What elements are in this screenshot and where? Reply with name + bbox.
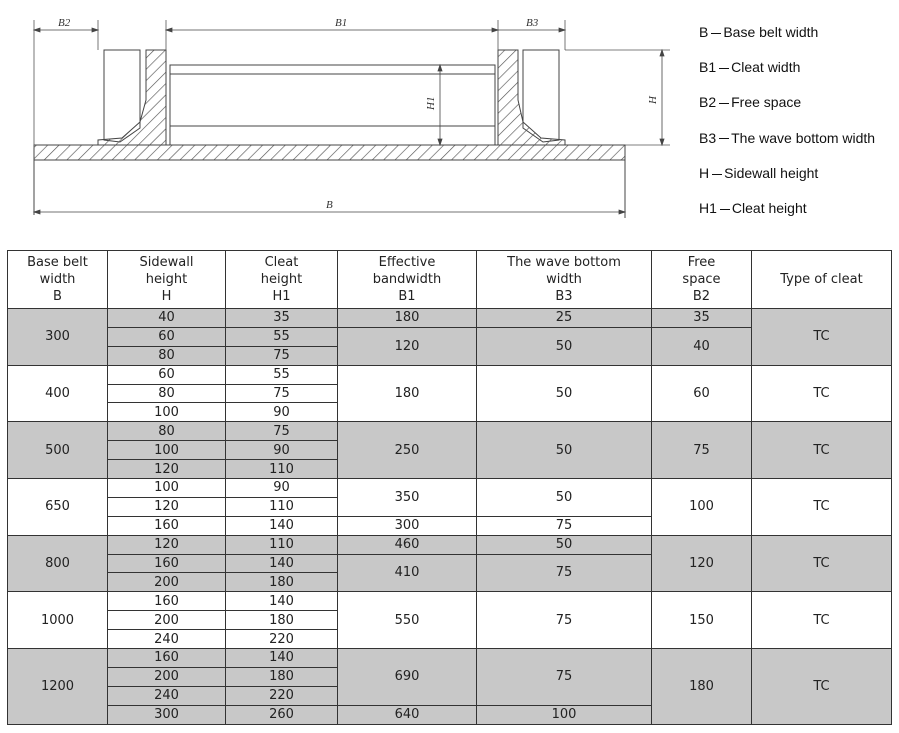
cleat-height-cell: 220 <box>226 630 338 649</box>
free-space-cell: 150 <box>652 592 752 649</box>
legend-symbol: B1 <box>699 59 717 76</box>
legend-text: Free space <box>731 94 802 111</box>
arrow <box>660 139 664 145</box>
legend-text: Sidewall height <box>724 164 819 181</box>
sidewall-height-cell: 80 <box>108 346 226 365</box>
arrow <box>34 28 40 32</box>
column-header-line: Cleat <box>264 255 299 270</box>
sidewall-height-cell: 160 <box>108 516 226 535</box>
sidewall-height-cell: 240 <box>108 686 226 705</box>
column-header-line: H <box>161 289 172 304</box>
legend-dash <box>711 33 721 34</box>
legend-dash <box>712 174 722 175</box>
base-width-cell: 500 <box>8 422 108 479</box>
cleat-height-cell: 90 <box>226 479 338 498</box>
effective-bandwidth-cell: 690 <box>338 649 477 706</box>
legend-dash <box>719 138 729 139</box>
cleat-height-cell: 140 <box>226 592 338 611</box>
column-header-line: height <box>145 272 188 287</box>
arrow <box>559 28 565 32</box>
cleat-height-cell: 260 <box>226 705 338 724</box>
cleat-type-cell: TC <box>752 535 892 592</box>
legend-text: Base belt width <box>723 24 819 40</box>
sidewall-height-cell: 80 <box>108 384 226 403</box>
effective-bandwidth-cell: 180 <box>338 365 477 422</box>
table-body <box>8 309 892 725</box>
legend-item <box>699 92 899 127</box>
free-space-cell: 35 <box>652 309 752 328</box>
cleat-type-cell: TC <box>752 479 892 536</box>
sidewall-height-cell: 200 <box>108 667 226 686</box>
arrow <box>492 28 498 32</box>
effective-bandwidth-cell: 120 <box>338 327 477 365</box>
wave-bottom-width-cell: 75 <box>477 516 652 535</box>
column-header <box>338 251 477 309</box>
wave-bottom-width-cell: 50 <box>477 422 652 479</box>
effective-bandwidth-cell: 460 <box>338 535 477 554</box>
wave-bottom-width-cell: 50 <box>477 365 652 422</box>
symbol-legend <box>699 22 899 233</box>
column-header-line: width <box>546 272 582 287</box>
effective-bandwidth-cell: 550 <box>338 592 477 649</box>
sidewall-height-cell: 160 <box>108 554 226 573</box>
cleat-height-cell: 220 <box>226 686 338 705</box>
legend-text: Cleat height <box>731 199 807 216</box>
column-header-line: B3 <box>555 289 573 304</box>
column-header-line: B2 <box>692 289 711 304</box>
sidewall-height-cell: 160 <box>108 649 226 668</box>
column-header-line: B1 <box>398 289 416 304</box>
right-sidewall-hatched <box>498 50 565 145</box>
column-header <box>108 251 226 309</box>
sidewall-height-cell: 160 <box>108 592 226 611</box>
cleat-height-cell: 180 <box>226 611 338 630</box>
sidewall-height-cell: 40 <box>108 309 226 328</box>
table-row <box>8 535 892 554</box>
cleat-type-cell: TC <box>752 365 892 422</box>
base-width-cell: 800 <box>8 535 108 592</box>
cleat-height-cell: 180 <box>226 667 338 686</box>
column-header-line: The wave bottom <box>507 255 621 270</box>
cleat-height-cell: 110 <box>226 460 338 479</box>
cleat-height-cell: 140 <box>226 516 338 535</box>
free-space-cell: 40 <box>652 327 752 365</box>
base-width-cell: 300 <box>8 309 108 366</box>
sidewall-height-cell: 80 <box>108 422 226 441</box>
legend-item <box>699 57 899 92</box>
column-header <box>226 251 338 309</box>
table-row <box>8 309 892 328</box>
legend-item <box>699 163 899 198</box>
legend-symbol: B3 <box>699 129 717 146</box>
arrow <box>660 50 664 56</box>
base-belt-strip <box>34 145 625 160</box>
effective-bandwidth-cell: 640 <box>338 705 477 724</box>
dim-label-h: H <box>647 96 659 104</box>
dim-label-b: B <box>326 199 333 211</box>
column-header-line: space <box>682 272 721 287</box>
legend-text: Cleat width <box>731 59 801 76</box>
arrow <box>34 210 40 214</box>
arrow <box>438 65 442 71</box>
sidewall-height-cell: 100 <box>108 441 226 460</box>
table-row <box>8 422 892 441</box>
wave-bottom-width-cell: 50 <box>477 327 652 365</box>
sidewall-height-cell: 60 <box>108 327 226 346</box>
arrow <box>92 28 98 32</box>
legend-dash <box>719 68 729 69</box>
sidewall-height-cell: 200 <box>108 573 226 592</box>
cleat-height-cell: 75 <box>226 384 338 403</box>
legend-text: The wave bottom width <box>731 129 876 146</box>
legend-symbol: B2 <box>699 94 717 111</box>
sidewall-height-cell: 120 <box>108 460 226 479</box>
sidewall-height-cell: 100 <box>108 479 226 498</box>
table-row <box>8 479 892 498</box>
column-header <box>8 251 108 309</box>
wave-bottom-width-cell: 75 <box>477 649 652 706</box>
column-header <box>652 251 752 309</box>
base-width-cell: 1200 <box>8 649 108 725</box>
cleat-height-cell: 110 <box>226 497 338 516</box>
base-width-cell: 650 <box>8 479 108 536</box>
dim-label-b3: B3 <box>526 17 539 29</box>
left-sidewall-hatched <box>98 50 166 145</box>
free-space-cell: 100 <box>652 479 752 536</box>
effective-bandwidth-cell: 410 <box>338 554 477 592</box>
wave-bottom-width-cell: 50 <box>477 535 652 554</box>
effective-bandwidth-cell: 350 <box>338 479 477 517</box>
cleat-type-cell: TC <box>752 649 892 725</box>
cleat-height-cell: 110 <box>226 535 338 554</box>
table-row <box>8 649 892 668</box>
column-header-line: Effective <box>378 255 436 270</box>
effective-bandwidth-cell: 250 <box>338 422 477 479</box>
column-header-line: height <box>260 272 303 287</box>
arrow <box>619 210 625 214</box>
table-row <box>8 365 892 384</box>
arrow <box>438 139 442 145</box>
cleat-height-cell: 140 <box>226 554 338 573</box>
column-header-line: H1 <box>272 289 291 304</box>
belt-spec-table <box>7 250 892 725</box>
cleat-height-cell: 35 <box>226 309 338 328</box>
column-header <box>752 251 892 309</box>
wave-bottom-width-cell: 100 <box>477 705 652 724</box>
dim-label-h1: H1 <box>425 96 437 110</box>
cleat-height-cell: 55 <box>226 327 338 346</box>
column-header-line: B <box>53 289 62 304</box>
sidewall-height-cell: 60 <box>108 365 226 384</box>
column-header-line: Base belt <box>27 255 88 270</box>
sidewall-height-cell: 120 <box>108 497 226 516</box>
column-header-line: bandwidth <box>372 272 442 287</box>
cleat-height-cell: 90 <box>226 403 338 422</box>
cleat-body <box>170 65 495 145</box>
cleat-type-cell: TC <box>752 422 892 479</box>
cleat-height-cell: 140 <box>226 649 338 668</box>
dim-label-b2: B2 <box>58 17 71 29</box>
cleat-type-cell: TC <box>752 592 892 649</box>
effective-bandwidth-cell: 180 <box>338 309 477 328</box>
legend-symbol: B <box>699 24 709 40</box>
column-header <box>477 251 652 309</box>
column-header-line: width <box>39 272 76 287</box>
cleat-height-cell: 55 <box>226 365 338 384</box>
free-space-cell: 60 <box>652 365 752 422</box>
legend-item <box>699 128 899 163</box>
cleat-height-cell: 180 <box>226 573 338 592</box>
legend-dash <box>720 209 730 210</box>
cleat-height-cell: 75 <box>226 346 338 365</box>
column-header-line: Type of cleat <box>780 272 863 287</box>
wave-bottom-width-cell: 25 <box>477 309 652 328</box>
legend-symbol: H <box>699 164 710 181</box>
wave-bottom-width-cell: 75 <box>477 554 652 592</box>
cleat-height-cell: 75 <box>226 422 338 441</box>
legend-item <box>699 198 899 233</box>
table-row <box>8 592 892 611</box>
sidewall-height-cell: 120 <box>108 535 226 554</box>
cleat-type-cell: TC <box>752 309 892 366</box>
sidewall-height-cell: 240 <box>108 630 226 649</box>
table-header-row <box>8 251 892 309</box>
free-space-cell: 75 <box>652 422 752 479</box>
sidewall-belt-cross-section-diagram <box>0 0 690 240</box>
wave-bottom-width-cell: 50 <box>477 479 652 517</box>
legend-dash <box>719 103 729 104</box>
arrow <box>166 28 172 32</box>
column-header-line: Sidewall <box>139 255 194 270</box>
legend-symbol: H1 <box>699 199 717 216</box>
base-width-cell: 400 <box>8 365 108 422</box>
legend-item <box>699 22 899 57</box>
sidewall-height-cell: 100 <box>108 403 226 422</box>
sidewall-height-cell: 300 <box>108 705 226 724</box>
effective-bandwidth-cell: 300 <box>338 516 477 535</box>
dim-label-b1: B1 <box>335 17 348 29</box>
free-space-cell: 120 <box>652 535 752 592</box>
column-header-line: Free <box>687 255 716 270</box>
cleat-height-cell: 90 <box>226 441 338 460</box>
base-width-cell: 1000 <box>8 592 108 649</box>
sidewall-height-cell: 200 <box>108 611 226 630</box>
wave-bottom-width-cell: 75 <box>477 592 652 649</box>
free-space-cell: 180 <box>652 649 752 725</box>
